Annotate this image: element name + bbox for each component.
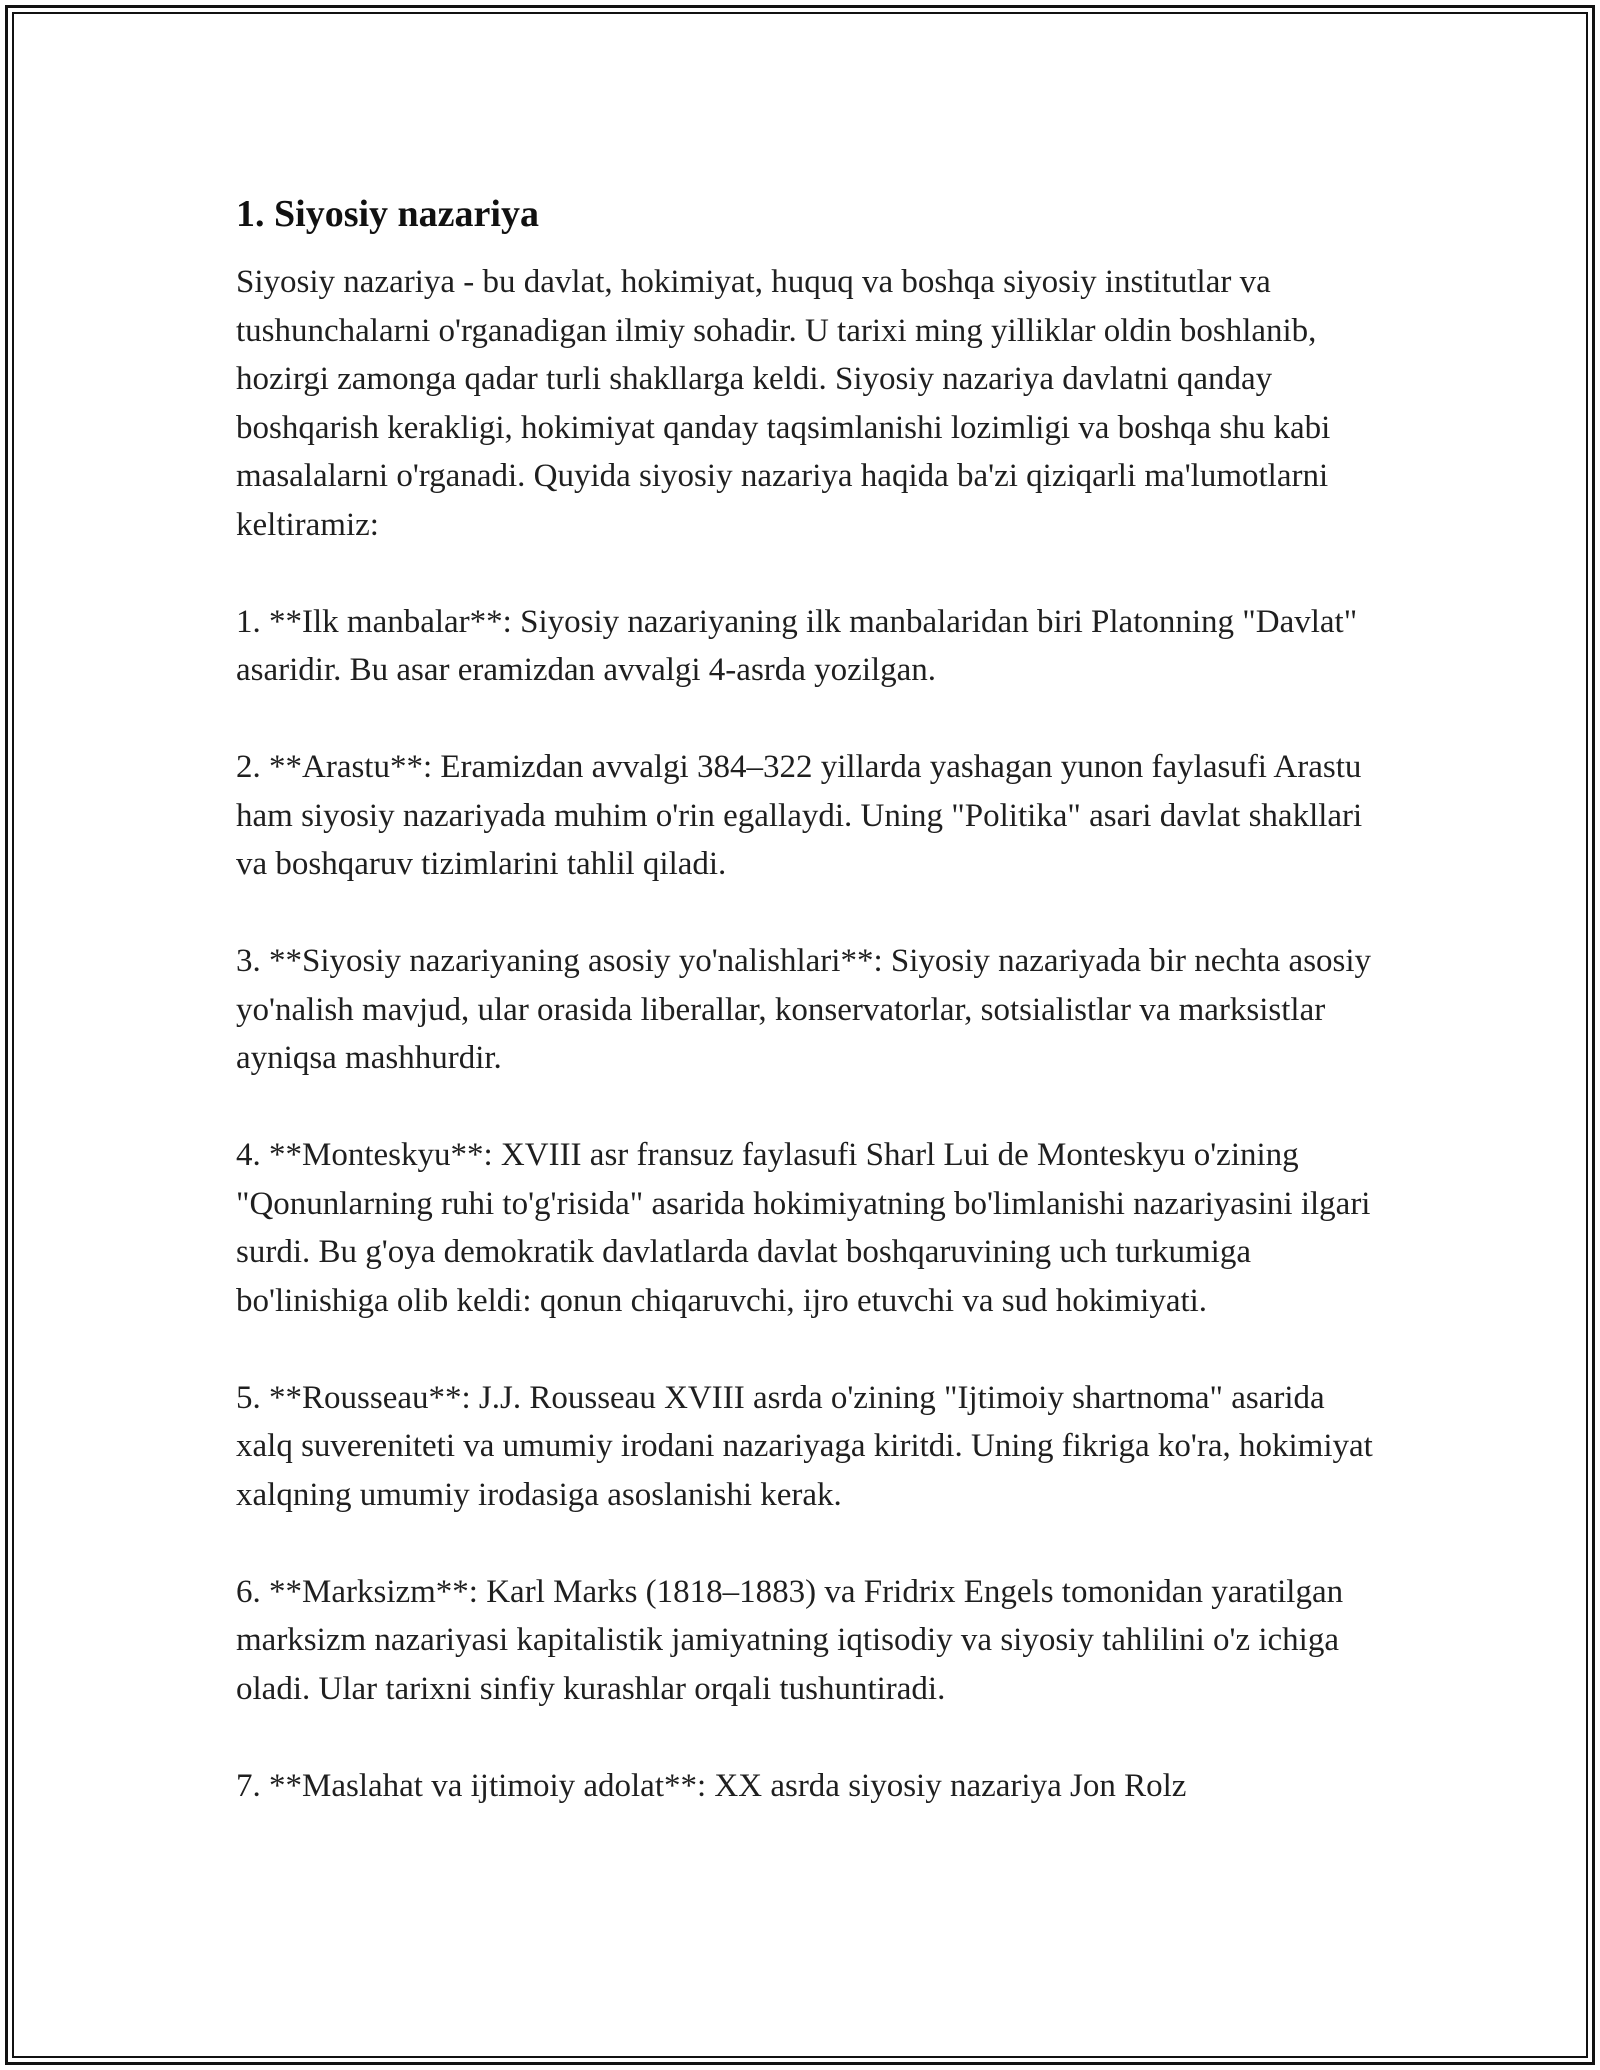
- list-item-rousseau: 5. **Rousseau**: J.J. Rousseau XVIII asrda o'zining "Ijtimoiy shartnoma" asarida xalq suvereniteti va umumiy irodani nazariyaga kiritdi. Uning fikriga ko'ra, hokimiyat xalqning umumiy irodasiga asoslanishi kerak.: [236, 1379, 1373, 1513]
- list-item-monteskyu: 4. **Monteskyu**: XVIII asr fransuz faylasufi Sharl Lui de Monteskyu o'zining "Qonunlarning ruhi to'g'risida" asarida hokimiyatning bo'limlanishi nazariyasini ilgari surdi. Bu g'oya demokratik davlatlarda davlat boshqaruvining uch turkumiga bo'linishiga olib keldi: qonun chiqaruvchi, ijro etuvchi va sud hokimiyati.: [236, 1137, 1371, 1319]
- list-item-yonalishlar: 3. **Siyosiy nazariyaning asosiy yo'nalishlari**: Siyosiy nazariyada bir nechta asosiy yo'nalish mavjud, ular orasida liberallar, konservatorlar, sotsialistlar va marksistlar ayniqsa mashhurdir.: [236, 943, 1372, 1076]
- section-heading: 1. Siyosiy nazariya: [236, 193, 539, 235]
- document-body: [236, 188, 1386, 1859]
- list-item-marksizm: 6. **Marksizm**: Karl Marks (1818–1883) va Fridrix Engels tomonidan yaratilgan marksizm nazariyasi kapitalistik jamiyatning iqtisodiy va siyosiy tahlilini o'z ichiga oladi. Ular tarixni sinfiy kurashlar orqali tushuntiradi.: [236, 1573, 1344, 1707]
- list-item-ilk-manbalar: 1. **Ilk manbalar**: Siyosiy nazariyaning ilk manbalaridan biri Platonning "Davlat" asaridir. Bu asar eramizdan avvalgi 4-asrda yozilgan.: [236, 603, 1358, 688]
- intro-paragraph: Siyosiy nazariya - bu davlat, hokimiyat, huquq va boshqa siyosiy institutlar va tushunchalarni o'rganadigan ilmiy sohadir. U tarixi ming yilliklar oldin boshlanib, hozirgi zamonga qadar turli shakllarga keldi. Siyosiy nazariya davlatni qanday boshqarish kerakligi, hokimiyat qanday taqsimlanishi lozimligi va boshqa shu kabi masalalarni o'rganadi. Quyida siyosiy nazariya haqida ba'zi qiziqarli ma'lumotlarni keltiramiz:: [236, 264, 1331, 543]
- list-item-maslahat: 7. **Maslahat va ijtimoiy adolat**: XX asrda siyosiy nazariya Jon Rolz: [236, 1767, 1187, 1804]
- list-item-arastu: 2. **Arastu**: Eramizdan avvalgi 384–322 yillarda yashagan yunon faylasufi Arastu ham siyosiy nazariyada muhim o'rin egallaydi. Uning "Politika" asari davlat shakllari va boshqaruv tizimlarini tahlil qiladi.: [236, 749, 1363, 882]
